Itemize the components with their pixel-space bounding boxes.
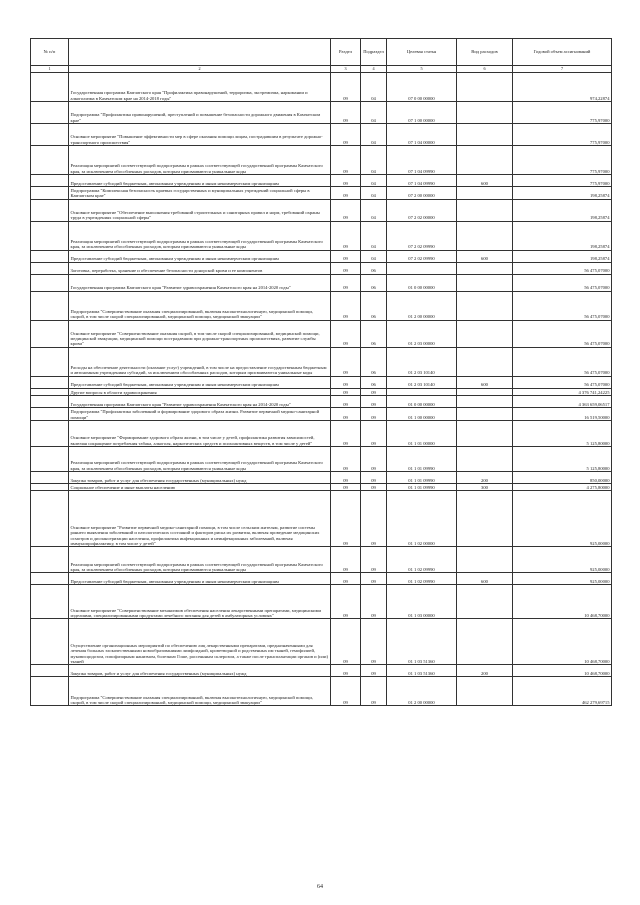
target-article-cell xyxy=(387,388,457,395)
razdel-cell: 09 xyxy=(331,408,361,421)
name-cell: Расходы на обеспечение деятельности (оказание услуг) учреждений, в том числе на предоставление государственным бюджетным и автономным учреждениям субсидий, за исключением обособленных расходов, которым присваиваются уникальные коды xyxy=(69,347,331,376)
header-target-article: Целевая статья xyxy=(387,39,457,66)
amount-cell: 56 475,07000 xyxy=(513,262,612,274)
amount-cell: 56 475,07000 xyxy=(513,347,612,376)
amount-cell: 10 468,70000 xyxy=(513,585,612,619)
target-article-cell: 01 1 01 00000 xyxy=(387,421,457,447)
amount-cell: 4 363 659,06517 xyxy=(513,396,612,408)
name-cell: Реализация мероприятий соответствующей подпрограммы в рамках соответствующей государственной программы Камчатского края, за исключением обособленных расходов, которым присваиваются уникальные коды xyxy=(69,547,331,573)
table-row xyxy=(31,665,612,677)
amount-cell: 775,97000 xyxy=(513,124,612,146)
table-row xyxy=(31,388,612,395)
num-cell xyxy=(31,677,69,706)
num-cell xyxy=(31,262,69,274)
amount-cell: 198,25874 xyxy=(513,187,612,200)
num-cell xyxy=(31,547,69,573)
expense-type-cell xyxy=(457,124,513,146)
table-row xyxy=(31,585,612,619)
target-article-cell: 07 0 00 00000 xyxy=(387,73,457,102)
target-article-cell xyxy=(387,262,457,274)
podrazdel-cell: 06 xyxy=(361,274,387,291)
target-article-cell: 07 2 00 00000 xyxy=(387,187,457,200)
expense-type-cell xyxy=(457,187,513,200)
podrazdel-cell: 04 xyxy=(361,187,387,200)
name-cell: Предоставление субсидий бюджетным, автономным учреждениям и иным некоммерческим организациям xyxy=(69,250,331,262)
expense-type-cell xyxy=(457,199,513,221)
podrazdel-cell: 04 xyxy=(361,250,387,262)
num-cell xyxy=(31,472,69,484)
podrazdel-cell: 09 xyxy=(361,619,387,665)
podrazdel-cell: 04 xyxy=(361,146,387,175)
target-article-cell: 01 1 03 00000 xyxy=(387,585,457,619)
table-row xyxy=(31,408,612,421)
header-num: № п/п xyxy=(31,39,69,66)
razdel-cell: 09 xyxy=(331,320,361,347)
target-article-cell: 01 2 00 00000 xyxy=(387,291,457,320)
target-article-cell: 01 1 01 09990 xyxy=(387,484,457,491)
target-article-cell: 01 2 03 10140 xyxy=(387,347,457,376)
target-article-cell: 01 0 00 00000 xyxy=(387,274,457,291)
target-article-cell: 01 1 02 09990 xyxy=(387,547,457,573)
expense-type-cell: 600 xyxy=(457,573,513,585)
num-cell xyxy=(31,388,69,395)
num-cell xyxy=(31,187,69,200)
budget-table xyxy=(30,38,612,706)
razdel-cell: 09 xyxy=(331,484,361,491)
table-row xyxy=(31,347,612,376)
razdel-cell: 09 xyxy=(331,619,361,665)
expense-type-cell: 600 xyxy=(457,175,513,187)
num-cell xyxy=(31,347,69,376)
name-cell: Государственная программа Камчатского края "Развитие здравоохранения Камчатского края на 2014-2020 годы" xyxy=(69,274,331,291)
header-podrazdel: Подраздел xyxy=(361,39,387,66)
amount-cell: 4 376 741,24225 xyxy=(513,388,612,395)
num-cell xyxy=(31,146,69,175)
name-cell: Основное мероприятие "Обеспечение выполнения требований строительных и санитарных правил и норм, требований охраны труда в учреждениях социальной сферы" xyxy=(69,199,331,221)
podrazdel-cell: 06 xyxy=(361,320,387,347)
amount-cell: 56 475,07000 xyxy=(513,376,612,388)
razdel-cell: 09 xyxy=(331,175,361,187)
expense-type-cell: 600 xyxy=(457,376,513,388)
target-article-cell: 01 1 02 09990 xyxy=(387,573,457,585)
num-cell xyxy=(31,573,69,585)
name-cell: Заготовка, переработка, хранение и обеспечение безопасности донорской крови и ее компонентов xyxy=(69,262,331,274)
target-article-cell: 07 2 02 09990 xyxy=(387,221,457,250)
table-row xyxy=(31,491,612,547)
razdel-cell: 09 xyxy=(331,491,361,547)
podrazdel-cell: 09 xyxy=(361,665,387,677)
razdel-cell: 09 xyxy=(331,146,361,175)
name-cell: Основное мероприятие "Повышение эффективности мер в сфере оказания помощи лицам, пострадавшим в результате дорожно-транспортного происшествия" xyxy=(69,124,331,146)
razdel-cell: 09 xyxy=(331,677,361,706)
name-cell: Подпрограмма "Совершенствование оказания специализированной, включая высокотехнологичную, медицинской помощи, скорой, в том числе скорой специализированной, медицинской помощи, медицинской эвакуации" xyxy=(69,291,331,320)
target-article-cell: 01 2 03 10140 xyxy=(387,376,457,388)
razdel-cell: 09 xyxy=(331,274,361,291)
table-row xyxy=(31,447,612,472)
amount-cell: 775,97000 xyxy=(513,146,612,175)
name-cell: Основное мероприятие "Совершенствование механизмов обеспечения населения лекарственными препаратами, медицинскими изделиями, специализированными продуктами лечебного питания для детей в амбулаторных условиях" xyxy=(69,585,331,619)
amount-cell: 974,22874 xyxy=(513,73,612,102)
expense-type-cell xyxy=(457,388,513,395)
expense-type-cell xyxy=(457,347,513,376)
target-article-cell: 01 1 03 51360 xyxy=(387,619,457,665)
razdel-cell: 09 xyxy=(331,221,361,250)
expense-type-cell xyxy=(457,619,513,665)
target-article-cell: 01 0 00 00000 xyxy=(387,396,457,408)
target-article-cell: 07 1 04 00000 xyxy=(387,124,457,146)
expense-type-cell xyxy=(457,447,513,472)
table-row xyxy=(31,396,612,408)
num-cell xyxy=(31,221,69,250)
expense-type-cell: 200 xyxy=(457,665,513,677)
expense-type-cell xyxy=(457,408,513,421)
colnum-7: 7 xyxy=(513,66,612,73)
table-row xyxy=(31,102,612,124)
podrazdel-cell: 04 xyxy=(361,221,387,250)
num-cell xyxy=(31,484,69,491)
name-cell: Предоставление субсидий бюджетным, автономным учреждениям и иным некоммерческим организациям xyxy=(69,573,331,585)
table-row xyxy=(31,677,612,706)
amount-cell: 198,25874 xyxy=(513,199,612,221)
amount-cell: 4 275,80000 xyxy=(513,484,612,491)
header-razdel: Раздел xyxy=(331,39,361,66)
amount-cell: 5 125,80000 xyxy=(513,421,612,447)
podrazdel-cell: 06 xyxy=(361,262,387,274)
amount-cell: 462 279,69715 xyxy=(513,677,612,706)
target-article-cell: 01 2 00 00000 xyxy=(387,677,457,706)
expense-type-cell xyxy=(457,262,513,274)
name-cell: Закупка товаров, работ и услуг для обеспечения государственных (муниципальных) нужд xyxy=(69,665,331,677)
razdel-cell: 09 xyxy=(331,124,361,146)
num-cell xyxy=(31,199,69,221)
num-cell xyxy=(31,491,69,547)
num-cell xyxy=(31,73,69,102)
num-cell xyxy=(31,250,69,262)
header-name xyxy=(69,39,331,66)
amount-cell: 925,00000 xyxy=(513,573,612,585)
amount-cell: 925,00000 xyxy=(513,491,612,547)
num-cell xyxy=(31,274,69,291)
table-row xyxy=(31,421,612,447)
table-row xyxy=(31,199,612,221)
name-cell: Другие вопросы в области здравоохранения xyxy=(69,388,331,395)
podrazdel-cell: 09 xyxy=(361,472,387,484)
amount-cell: 775,97000 xyxy=(513,175,612,187)
target-article-cell: 01 1 03 51360 xyxy=(387,665,457,677)
podrazdel-cell: 09 xyxy=(361,573,387,585)
table-row xyxy=(31,221,612,250)
num-cell xyxy=(31,291,69,320)
table-body xyxy=(31,73,612,706)
num-cell xyxy=(31,320,69,347)
podrazdel-cell: 09 xyxy=(361,396,387,408)
target-article-cell: 01 1 00 00000 xyxy=(387,408,457,421)
target-article-cell: 07 1 04 09990 xyxy=(387,175,457,187)
table-row xyxy=(31,619,612,665)
name-cell: Осуществление организационных мероприятий по обеспечению лиц лекарственными препаратами, предназначенными для лечения больных злокачественными новообразованиями лимфоидной, кроветворной и родственных им тканей, гемофилией, муковисцидозом, гипофизарным нанизмом, болезнью Гоше, рассеянным склерозом, а также после трансплантации органов и (или) тканей xyxy=(69,619,331,665)
amount-cell: 5 125,80000 xyxy=(513,447,612,472)
name-cell: Предоставление субсидий бюджетным, автономным учреждениям и иным некоммерческим организациям xyxy=(69,175,331,187)
target-article-cell: 07 1 04 09990 xyxy=(387,146,457,175)
header-row xyxy=(31,39,612,66)
podrazdel-cell: 09 xyxy=(361,447,387,472)
razdel-cell: 09 xyxy=(331,396,361,408)
name-cell: Подпрограмма "Профилактика правонарушений, преступлений и повышение безопасности дорожного движения в Камчатском крае" xyxy=(69,102,331,124)
name-cell: Государственная программа Камчатского края "Развитие здравоохранения Камчатского края на 2014-2020 годы" xyxy=(69,396,331,408)
podrazdel-cell: 09 xyxy=(361,585,387,619)
colnum-6: 6 xyxy=(457,66,513,73)
razdel-cell: 09 xyxy=(331,262,361,274)
name-cell: Основное мероприятие "Развитие первичной медико-санитарной помощи, в том числе сельским жителям, развитие системы раннего выявления заболеваний и патологических состояний и факторов риска их развития, включая проведение медицинских осмотров и диспансеризации населения, профилактика инфекционных и неинфекционных заболеваний, включая иммунопрофилактику, в том числе у детей" xyxy=(69,491,331,547)
table-row xyxy=(31,124,612,146)
expense-type-cell xyxy=(457,547,513,573)
amount-cell: 56 475,07000 xyxy=(513,320,612,347)
num-cell xyxy=(31,376,69,388)
expense-type-cell: 600 xyxy=(457,250,513,262)
name-cell: Подпрограмма "Профилактика заболеваний и формирование здорового образа жизни. Развитие первичной медико-санитарной помощи" xyxy=(69,408,331,421)
expense-type-cell xyxy=(457,274,513,291)
razdel-cell: 09 xyxy=(331,102,361,124)
table-row xyxy=(31,262,612,274)
num-cell xyxy=(31,396,69,408)
name-cell: Основное мероприятие "Совершенствование оказания скорой, в том числе скорой специализированной, медицинской помощи, медицинской эвакуации, медицинской помощи пострадавшим при дорожно-транспортных происшествиях, развитие службы крови" xyxy=(69,320,331,347)
colnum-5: 5 xyxy=(387,66,457,73)
colnum-1: 1 xyxy=(31,66,69,73)
razdel-cell: 09 xyxy=(331,291,361,320)
razdel-cell: 09 xyxy=(331,376,361,388)
name-cell: Закупка товаров, работ и услуг для обеспечения государственных (муниципальных) нужд xyxy=(69,472,331,484)
num-cell xyxy=(31,665,69,677)
table-row xyxy=(31,274,612,291)
table-row xyxy=(31,175,612,187)
razdel-cell: 09 xyxy=(331,199,361,221)
name-cell: Реализация мероприятий соответствующей подпрограммы в рамках соответствующей государственной программы Камчатского края, за исключением обособленных расходов, которым присваиваются уникальные коды xyxy=(69,146,331,175)
podrazdel-cell: 09 xyxy=(361,408,387,421)
table-row xyxy=(31,573,612,585)
amount-cell: 198,25874 xyxy=(513,221,612,250)
table-row xyxy=(31,250,612,262)
colnum-3: 3 xyxy=(331,66,361,73)
podrazdel-cell: 06 xyxy=(361,347,387,376)
podrazdel-cell: 06 xyxy=(361,291,387,320)
expense-type-cell xyxy=(457,396,513,408)
table-row xyxy=(31,484,612,491)
razdel-cell: 09 xyxy=(331,250,361,262)
name-cell: Подпрограмма "Комплексная безопасность краевых государственных и муниципальных учреждений социальной сферы в Камчатском крае" xyxy=(69,187,331,200)
target-article-cell: 01 1 01 09990 xyxy=(387,447,457,472)
razdel-cell: 09 xyxy=(331,421,361,447)
expense-type-cell xyxy=(457,320,513,347)
table-row xyxy=(31,187,612,200)
expense-type-cell xyxy=(457,102,513,124)
expense-type-cell xyxy=(457,221,513,250)
table-row xyxy=(31,376,612,388)
podrazdel-cell: 09 xyxy=(361,491,387,547)
num-cell xyxy=(31,408,69,421)
razdel-cell: 09 xyxy=(331,573,361,585)
name-cell: Социальное обеспечение и иные выплаты населению xyxy=(69,484,331,491)
expense-type-cell xyxy=(457,491,513,547)
expense-type-cell xyxy=(457,146,513,175)
razdel-cell: 09 xyxy=(331,447,361,472)
razdel-cell: 09 xyxy=(331,73,361,102)
podrazdel-cell: 09 xyxy=(361,677,387,706)
expense-type-cell xyxy=(457,677,513,706)
header-expense-type: Вид расходов xyxy=(457,39,513,66)
podrazdel-cell: 04 xyxy=(361,175,387,187)
razdel-cell: 09 xyxy=(331,347,361,376)
num-cell xyxy=(31,102,69,124)
page-number: 64 xyxy=(317,884,323,890)
num-cell xyxy=(31,585,69,619)
podrazdel-cell: 09 xyxy=(361,388,387,395)
razdel-cell: 09 xyxy=(331,585,361,619)
podrazdel-cell: 09 xyxy=(361,547,387,573)
amount-cell: 56 475,07000 xyxy=(513,291,612,320)
table-row xyxy=(31,146,612,175)
podrazdel-cell: 04 xyxy=(361,73,387,102)
num-cell xyxy=(31,175,69,187)
amount-cell: 56 475,07000 xyxy=(513,274,612,291)
name-cell: Предоставление субсидий бюджетным, автономным учреждениям и иным некоммерческим организациям xyxy=(69,376,331,388)
expense-type-cell: 200 xyxy=(457,472,513,484)
expense-type-cell xyxy=(457,421,513,447)
amount-cell: 925,00000 xyxy=(513,547,612,573)
podrazdel-cell: 04 xyxy=(361,199,387,221)
podrazdel-cell: 04 xyxy=(361,124,387,146)
target-article-cell: 01 2 03 00000 xyxy=(387,320,457,347)
razdel-cell: 09 xyxy=(331,547,361,573)
target-article-cell: 07 2 02 09990 xyxy=(387,250,457,262)
expense-type-cell: 300 xyxy=(457,484,513,491)
table-row xyxy=(31,547,612,573)
razdel-cell: 09 xyxy=(331,187,361,200)
razdel-cell: 09 xyxy=(331,665,361,677)
name-cell: Реализация мероприятий соответствующей подпрограммы в рамках соответствующей государственной программы Камчатского края, за исключением обособленных расходов, которым присваиваются уникальные коды xyxy=(69,221,331,250)
target-article-cell: 07 1 00 00000 xyxy=(387,102,457,124)
table-row xyxy=(31,291,612,320)
name-cell: Основное мероприятие "Формирование здорового образа жизни, в том числе у детей, профилактика развития зависимостей, включая сокращение потребления табака, алкоголя, наркотических средств и психоактивных веществ, в том числе у детей" xyxy=(69,421,331,447)
num-cell xyxy=(31,124,69,146)
header-annual-amount: Годовой объем ассигнований xyxy=(513,39,612,66)
amount-cell: 775,97000 xyxy=(513,102,612,124)
amount-cell: 10 468,70000 xyxy=(513,665,612,677)
podrazdel-cell: 06 xyxy=(361,376,387,388)
num-cell xyxy=(31,447,69,472)
expense-type-cell xyxy=(457,585,513,619)
table-row xyxy=(31,472,612,484)
target-article-cell: 07 2 02 00000 xyxy=(387,199,457,221)
colnum-2: 2 xyxy=(69,66,331,73)
column-numbers-row xyxy=(31,66,612,73)
name-cell: Подпрограмма "Совершенствование оказания специализированной, включая высокотехнологичную, медицинской помощи, скорой, в том числе скорой специализированной, медицинской помощи, медицинской эвакуации" xyxy=(69,677,331,706)
num-cell xyxy=(31,619,69,665)
podrazdel-cell: 09 xyxy=(361,484,387,491)
podrazdel-cell: 04 xyxy=(361,102,387,124)
expense-type-cell xyxy=(457,291,513,320)
razdel-cell: 09 xyxy=(331,472,361,484)
podrazdel-cell: 09 xyxy=(361,421,387,447)
amount-cell: 198,25874 xyxy=(513,250,612,262)
target-article-cell: 01 1 02 00000 xyxy=(387,491,457,547)
razdel-cell: 09 xyxy=(331,388,361,395)
table-row xyxy=(31,320,612,347)
expense-type-cell xyxy=(457,73,513,102)
num-cell xyxy=(31,421,69,447)
name-cell: Государственная программа Камчатского края "Профилактика правонарушений, терроризма, экстремизма, наркомании и алкоголизма в Камчатском крае на 2014-2018 годы" xyxy=(69,73,331,102)
amount-cell: 10 468,70000 xyxy=(513,619,612,665)
colnum-4: 4 xyxy=(361,66,387,73)
name-cell: Реализация мероприятий соответствующей подпрограммы в рамках соответствующей государственной программы Камчатского края, за исключением обособленных расходов, которым присваиваются уникальные коды xyxy=(69,447,331,472)
table-row xyxy=(31,73,612,102)
target-article-cell: 01 1 01 09990 xyxy=(387,472,457,484)
amount-cell: 850,00000 xyxy=(513,472,612,484)
amount-cell: 16 519,50000 xyxy=(513,408,612,421)
